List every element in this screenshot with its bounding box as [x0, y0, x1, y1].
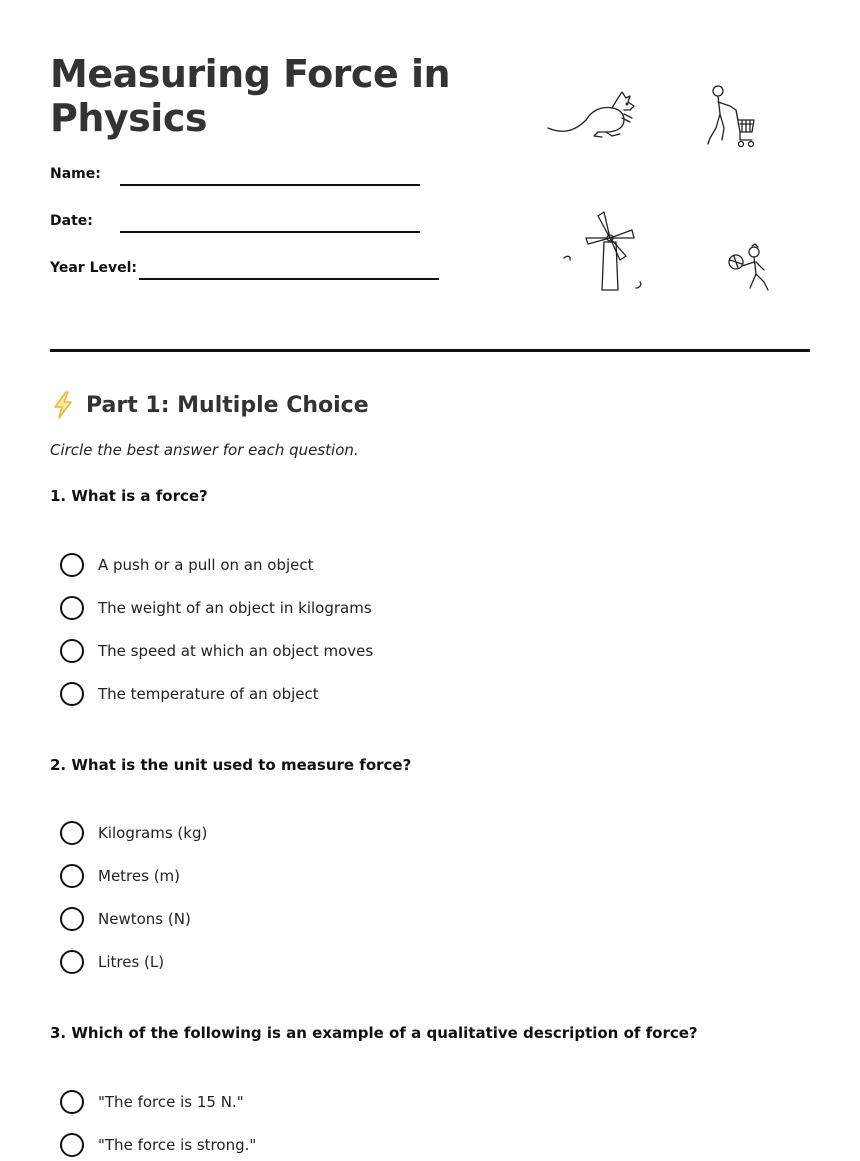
year-level-field [50, 260, 450, 284]
header-divider [50, 349, 810, 352]
q2-option-d[interactable] [60, 949, 164, 975]
answer-circle-icon[interactable] [60, 553, 84, 577]
q1-option-c[interactable] [60, 638, 373, 664]
answer-circle-icon[interactable] [60, 639, 84, 663]
answer-circle-icon[interactable] [60, 1133, 84, 1157]
worksheet-title: Measuring Force in Physics [50, 52, 451, 140]
option-text: "The force is 15 N." [98, 1093, 244, 1111]
option-text: The temperature of an object [98, 685, 319, 703]
answer-circle-icon[interactable] [60, 907, 84, 931]
q2-option-a[interactable] [60, 820, 207, 846]
part1-heading [50, 390, 369, 420]
shopping-cart-illustration [708, 86, 754, 147]
name-label: Name: [50, 166, 101, 182]
date-label: Date: [50, 213, 93, 229]
force-illustrations [540, 80, 800, 300]
date-blank-line[interactable] [120, 231, 420, 233]
q3-option-b[interactable] [60, 1132, 256, 1158]
answer-circle-icon[interactable] [60, 864, 84, 888]
year-level-label: Year Level: [50, 260, 138, 276]
part1-instructions: Circle the best answer for each question. [50, 441, 359, 459]
date-field [50, 213, 430, 237]
q2-option-c[interactable] [60, 906, 191, 932]
name-blank-line[interactable] [120, 184, 420, 186]
lightning-bolt-icon [50, 391, 76, 419]
year-level-blank-line[interactable] [139, 278, 439, 280]
q1-option-d[interactable] [60, 681, 319, 707]
option-text: Kilograms (kg) [98, 824, 208, 842]
name-field [50, 166, 430, 190]
q3-option-a[interactable] [60, 1089, 244, 1115]
answer-circle-icon[interactable] [60, 682, 84, 706]
option-text: "The force is strong." [98, 1136, 257, 1154]
answer-circle-icon[interactable] [60, 950, 84, 974]
option-text: A push or a pull on an object [98, 556, 314, 574]
option-text: Metres (m) [98, 867, 181, 885]
option-text: The speed at which an object moves [98, 642, 374, 660]
option-text: The weight of an object in kilograms [98, 599, 372, 617]
question-2: 2. What is the unit used to measure force? [50, 756, 412, 774]
question-1: 1. What is a force? [50, 487, 208, 505]
q1-option-a[interactable] [60, 552, 314, 578]
q2-option-b[interactable] [60, 863, 180, 889]
option-text: Newtons (N) [98, 910, 191, 928]
option-text: Litres (L) [98, 953, 165, 971]
ball-throw-illustration [729, 244, 768, 290]
q1-option-b[interactable] [60, 595, 372, 621]
answer-circle-icon[interactable] [60, 1090, 84, 1114]
part1-title: Part 1: Multiple Choice [86, 392, 369, 418]
kangaroo-illustration [548, 92, 634, 137]
question-3: 3. Which of the following is an example of a qualitative description of force? [50, 1024, 698, 1042]
answer-circle-icon[interactable] [60, 821, 84, 845]
windmill-illustration [564, 212, 641, 290]
answer-circle-icon[interactable] [60, 596, 84, 620]
